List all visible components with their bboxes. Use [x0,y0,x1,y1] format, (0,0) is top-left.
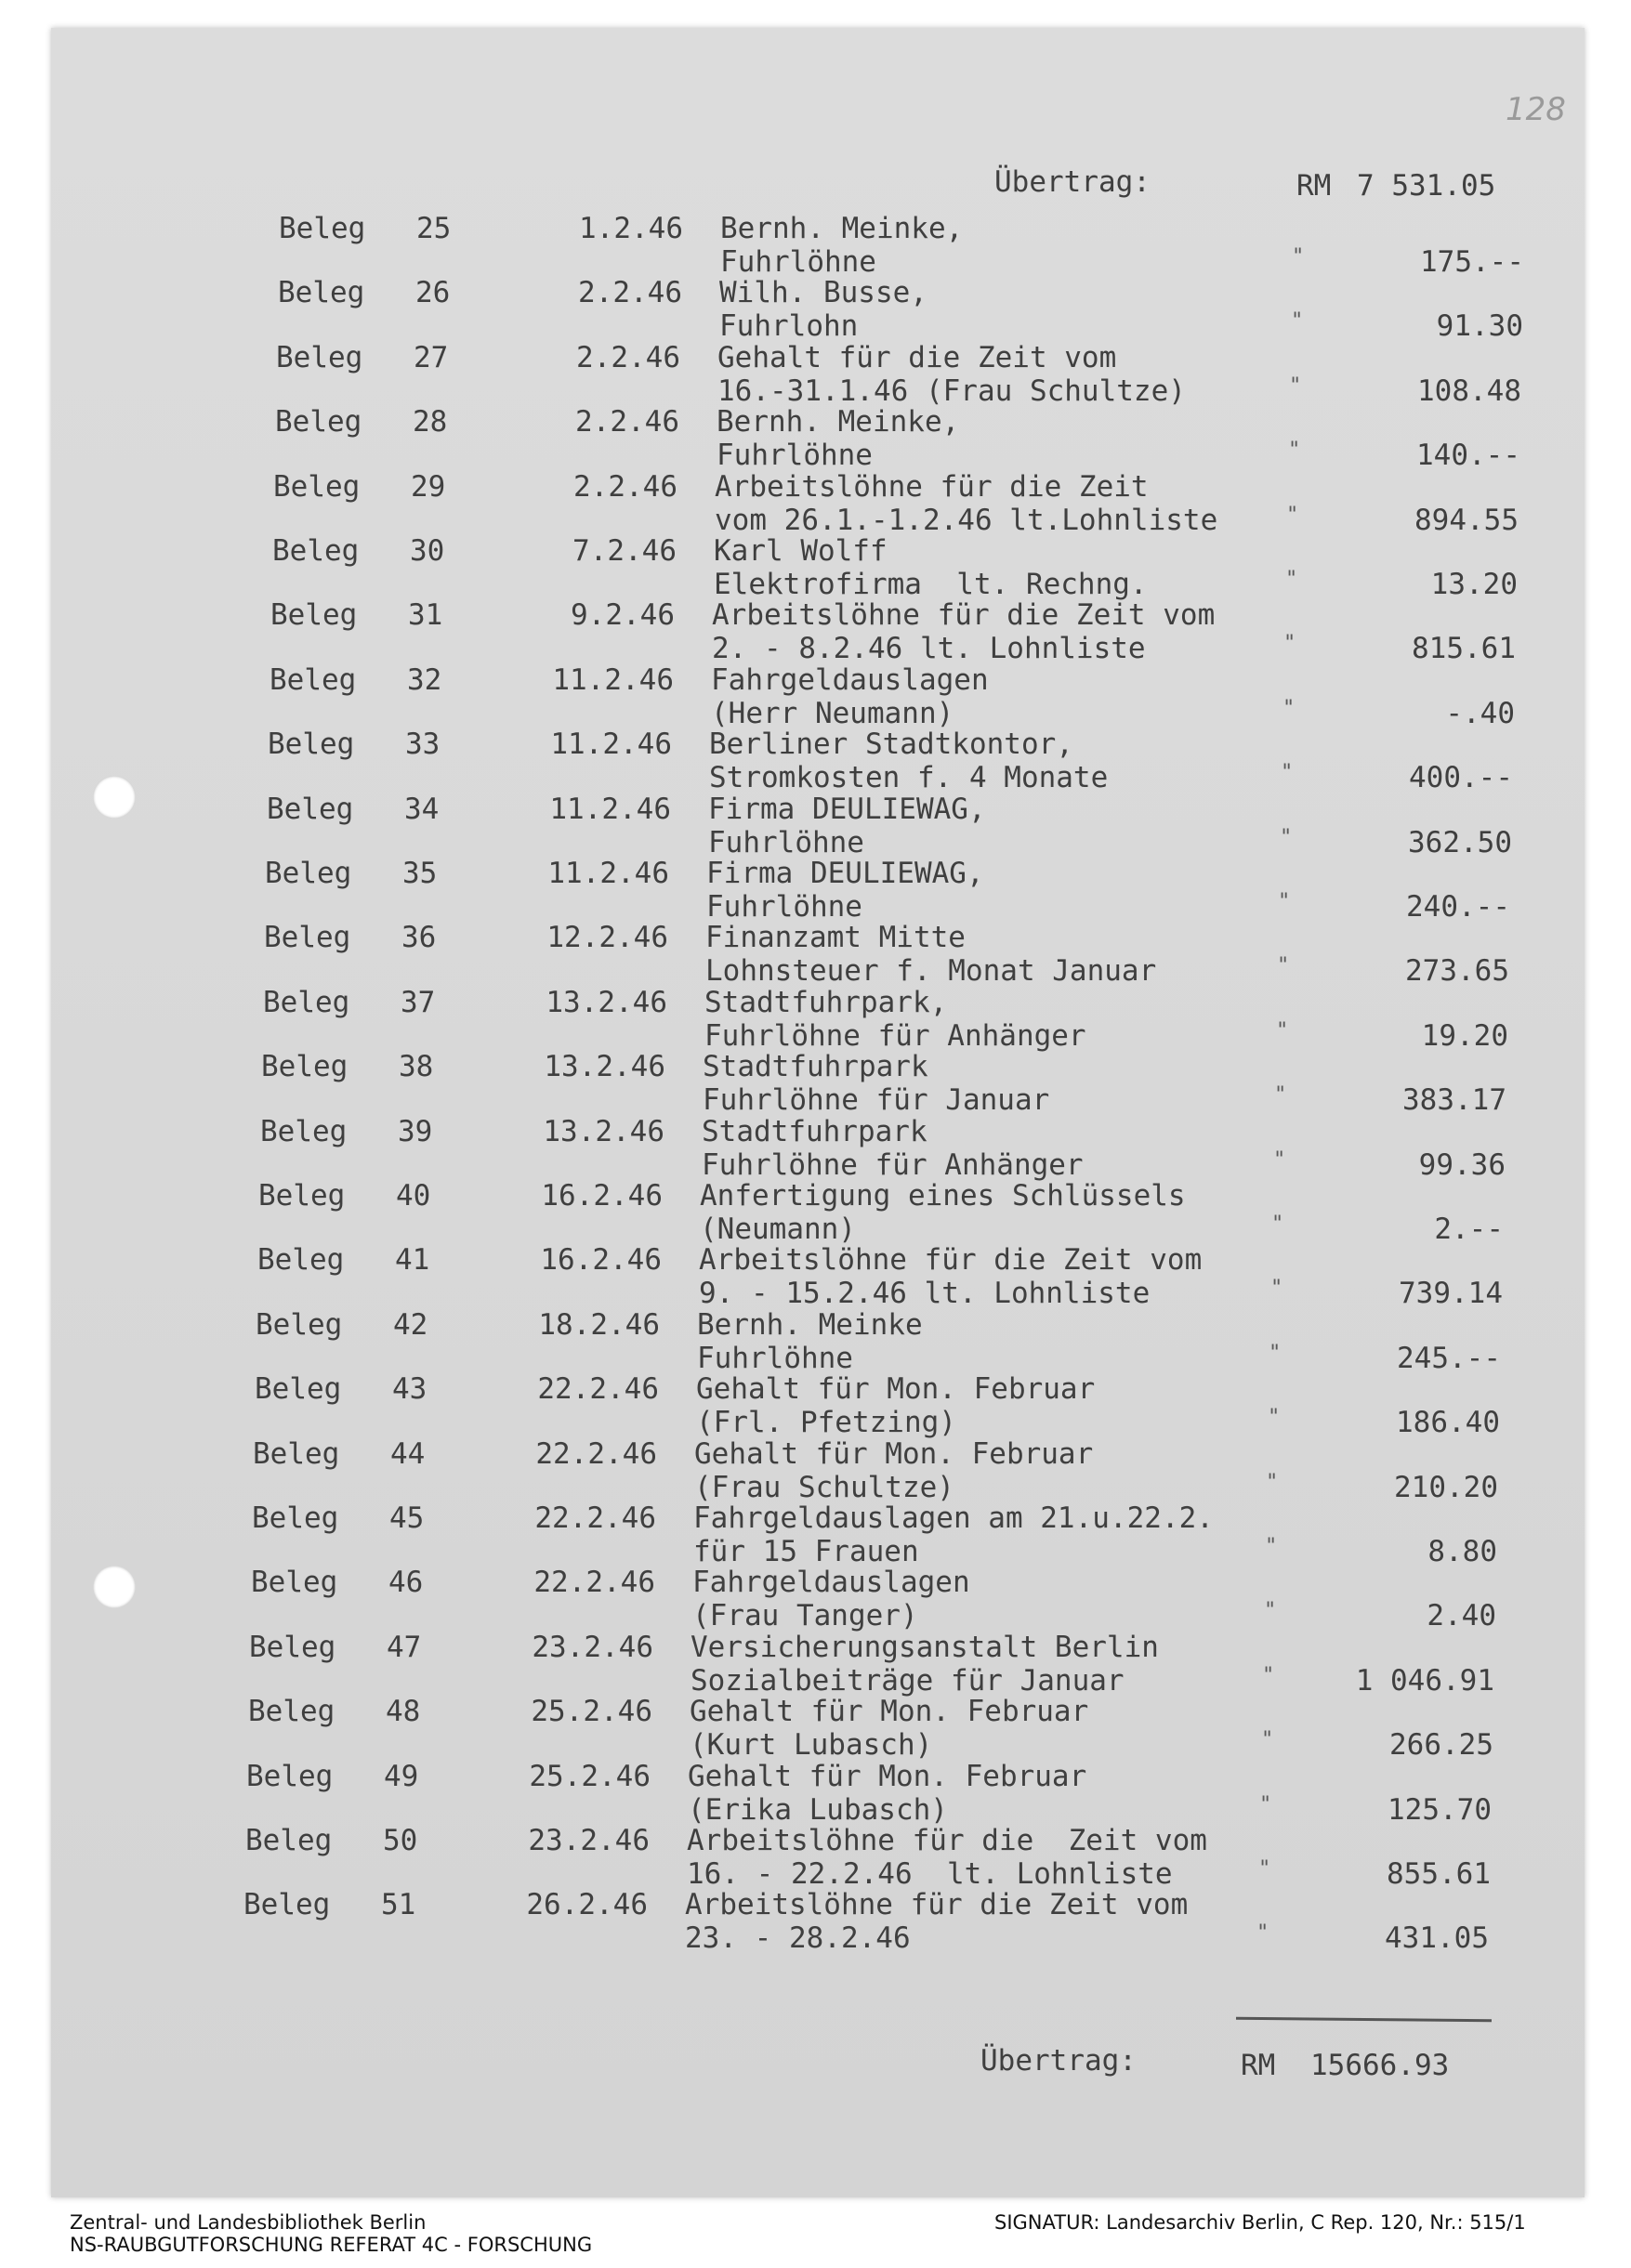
entry-label: Beleg [263,985,350,1019]
entry-number: 35 [402,857,438,890]
entry-number: 32 [407,662,442,697]
ledger-row [260,1115,1524,1182]
entry-label: Beleg [246,1759,334,1793]
entry-date: 7.2.46 [572,534,677,568]
entry-description-line1: Gehalt für Mon. Februar [690,1695,1089,1729]
entry-date: 2.2.46 [573,469,677,504]
page-number: 128 [1506,91,1566,128]
ledger-row [252,1501,1516,1568]
entry-label: Beleg [251,1566,338,1600]
entry-description-line2: Fuhrlöhne [717,439,873,473]
entry-description-line2: Elektrofirma lt. Rechng. [714,568,1148,601]
entry-label: Beleg [279,212,366,245]
entry-number: 45 [389,1501,425,1535]
entry-amount: 266.25 [1389,1728,1493,1763]
entry-date: 13.2.46 [546,985,667,1019]
ledger-row [246,1760,1510,1827]
entry-number: 48 [386,1695,421,1729]
entry-description-line2: Fuhrlöhne [708,825,864,859]
entry-date: 1.2.46 [579,212,683,245]
entry-date: 23.2.46 [528,1824,650,1857]
entry-amount: 273.65 [1405,954,1509,989]
entry-number: 50 [383,1824,418,1857]
entry-description-line1: Gehalt für die Zeit vom [717,340,1117,374]
ledger-row [263,986,1527,1053]
entry-number: 39 [398,1114,433,1148]
entry-description-line1: Bernh. Meinke, [720,212,964,245]
entry-label: Beleg [267,792,354,826]
entry-label: Beleg [264,921,351,955]
ledger-row [258,1179,1522,1246]
entry-amount: 2.-- [1434,1213,1504,1246]
entry-number: 42 [393,1307,428,1342]
entry-description-line1: Arbeitslöhne für die Zeit vom [685,1888,1189,1922]
entry-date: 11.2.46 [547,857,669,890]
entry-description-line2: (Frau Schultze) [694,1470,954,1504]
entry-amount: 2.40 [1427,1599,1496,1633]
entry-amount: 739.14 [1399,1277,1503,1311]
ditto-mark: " [1278,890,1291,913]
entry-description-line2: (Frl. Pfetzing) [696,1406,956,1440]
entry-date: 13.2.46 [543,1114,664,1148]
entry-date: 18.2.46 [538,1307,660,1342]
entry-amount: 210.20 [1394,1470,1498,1504]
entry-amount: 240.-- [1406,890,1510,924]
entry-amount: 175.-- [1420,245,1524,279]
ditto-mark: " [1265,1535,1278,1558]
ditto-mark: " [1291,309,1304,334]
entry-label: Beleg [268,728,355,762]
entry-label: Beleg [243,1888,331,1922]
entry-label: Beleg [249,1630,336,1664]
entry-description-line2: Fuhrlöhne für Anhänger [702,1147,1084,1182]
entry-amount: 815.61 [1412,632,1516,666]
entry-label: Beleg [272,534,360,568]
ditto-mark: " [1280,825,1293,849]
entry-description-line1: Arbeitslöhne für die Zeit vom [699,1243,1203,1278]
ledger-entries [51,28,1585,2197]
ditto-mark: " [1282,696,1296,720]
entry-label: Beleg [260,1114,348,1148]
entry-amount: 362.50 [1408,825,1512,859]
entry-number: 28 [413,405,448,439]
ditto-mark: " [1276,1018,1289,1042]
entry-description-line2: Fuhrlohn [719,309,859,344]
ledger-row [245,1824,1509,1891]
ledger-row [243,1888,1507,1955]
entry-date: 2.2.46 [575,405,679,439]
entry-number: 41 [395,1243,430,1278]
entry-date: 13.2.46 [544,1050,665,1084]
entry-date: 2.2.46 [578,276,682,310]
entry-amount: 431.05 [1385,1921,1489,1956]
entry-date: 25.2.46 [531,1695,652,1729]
entry-number: 46 [388,1566,424,1600]
entry-description-line1: Arbeitslöhne für die Zeit vom [687,1824,1207,1857]
ditto-mark: " [1288,439,1301,463]
entry-date: 16.2.46 [540,1243,662,1278]
entry-number: 47 [387,1630,422,1664]
entry-description-line2: (Neumann) [700,1213,856,1246]
ledger-row [272,534,1536,601]
entry-date: 26.2.46 [526,1888,648,1922]
entry-number: 36 [401,921,437,955]
entry-amount: 108.48 [1417,374,1521,408]
entry-amount: 894.55 [1414,503,1519,537]
entry-date: 25.2.46 [529,1759,651,1793]
ditto-mark: " [1274,1083,1287,1108]
ledger-row [275,405,1539,472]
entry-number: 30 [410,534,445,568]
ditto-mark: " [1289,374,1302,398]
entry-amount: -.40 [1445,696,1515,730]
ditto-mark: " [1285,568,1298,591]
entry-label: Beleg [270,598,358,633]
entry-amount: 245.-- [1397,1341,1501,1375]
ditto-mark: " [1264,1599,1277,1623]
entry-description-line2: Fuhrlöhne [697,1341,853,1375]
entry-label: Beleg [258,1179,346,1213]
entry-date: 16.2.46 [541,1179,663,1213]
entry-description-line2: Lohnsteuer f. Monat Januar [705,954,1157,989]
entry-amount: 91.30 [1436,309,1523,344]
ledger-row [248,1695,1512,1762]
entry-description-line2: Fuhrlöhne [720,245,876,279]
entry-number: 49 [384,1759,419,1793]
entry-description-line1: Fahrgeldauslagen [711,662,989,697]
ledger-row [249,1631,1513,1698]
entry-description-line1: Gehalt für Mon. Februar [694,1436,1094,1471]
entry-description-line2: (Herr Neumann) [711,696,954,730]
entry-amount: 13.20 [1430,568,1518,601]
ditto-mark: " [1286,503,1299,527]
entry-description-line2: für 15 Frauen [693,1535,919,1568]
ledger-row [279,212,1543,279]
entry-amount: 99.36 [1418,1147,1506,1182]
entry-description-line2: Fuhrlöhne für Januar [703,1083,1050,1118]
entry-number: 33 [405,728,441,762]
entry-description-line1: Firma DEULIEWAG, [708,792,986,826]
entry-label: Beleg [248,1695,335,1729]
entry-label: Beleg [278,276,365,310]
entry-label: Beleg [245,1824,333,1857]
entry-number: 31 [408,598,443,633]
document-page [51,28,1585,2197]
entry-amount: 383.17 [1402,1083,1506,1118]
ledger-row [256,1308,1519,1375]
entry-description-line2: vom 26.1.-1.2.46 lt.Lohnliste [715,503,1218,537]
entry-label: Beleg [276,340,363,374]
ditto-mark: " [1268,1406,1281,1430]
ditto-mark: " [1292,245,1305,269]
entry-description-line1: Arbeitslöhne für die Zeit vom [712,598,1216,633]
entry-date: 11.2.46 [552,662,674,697]
entry-description-line1: Berliner Stadtkontor, [709,728,1073,762]
entry-description-line2: (Kurt Lubasch) [690,1728,933,1763]
entry-number: 44 [390,1436,426,1471]
entry-label: Beleg [252,1501,339,1535]
ledger-row [270,598,1534,665]
ditto-mark: " [1277,954,1290,978]
entry-description-line1: Arbeitslöhne für die Zeit [715,469,1149,504]
entry-amount: 855.61 [1387,1857,1491,1891]
entry-date: 11.2.46 [549,792,671,826]
archive-signature: SIGNATUR: Landesarchiv Berlin, C Rep. 120, Nr.: 515/1 [994,2211,1526,2234]
total-amount: 15666.93 [1310,2049,1450,2082]
entry-description-line1: Finanzamt Mitte [705,921,966,955]
entry-description-line2: Fuhrlöhne für Anhänger [704,1018,1086,1053]
entry-description-line2: Stromkosten f. 4 Monate [709,761,1109,795]
entry-description-line1: Bernh. Meinke [697,1307,923,1342]
entry-date: 22.2.46 [533,1566,655,1600]
ledger-row [276,341,1540,408]
entry-number: 38 [399,1050,434,1084]
ledger-row [270,663,1533,730]
entry-label: Beleg [270,662,357,697]
entry-date: 22.2.46 [537,1372,659,1407]
entry-label: Beleg [253,1436,340,1471]
entry-amount: 186.40 [1396,1406,1500,1440]
ditto-mark: " [1262,1663,1275,1687]
entry-label: Beleg [265,857,352,890]
entry-description-line2: Sozialbeiträge für Januar [691,1663,1125,1698]
ledger-row [257,1243,1521,1310]
ledger-row [268,728,1532,794]
entry-description-line2: 2. - 8.2.46 lt. Lohnliste [712,632,1146,666]
entry-description-line1: Gehalt für Mon. Februar [688,1759,1087,1793]
entry-amount: 140.-- [1416,439,1520,473]
entry-number: 43 [392,1372,427,1407]
entry-label: Beleg [255,1372,342,1407]
entry-description-line1: Gehalt für Mon. Februar [696,1372,1096,1407]
entry-label: Beleg [261,1050,349,1084]
entry-label: Beleg [273,469,361,504]
ledger-row [261,1050,1525,1117]
entry-number: 37 [401,985,436,1019]
ledger-row [255,1372,1519,1439]
entry-amount: 400.-- [1409,761,1513,795]
entry-description-line1: Karl Wolff [714,534,888,568]
entry-description-line2: (Erika Lubasch) [688,1792,948,1827]
archive-department: NS-RAUBGUTFORSCHUNG REFERAT 4C - FORSCHUNG [70,2234,593,2256]
ditto-mark: " [1271,1213,1284,1236]
ledger-row [251,1566,1515,1632]
carry-over-amount: 7 531.05 [1357,169,1496,203]
archive-name: Zentral- und Landesbibliothek Berlin [70,2211,427,2234]
entry-amount: 19.20 [1421,1018,1508,1053]
entry-description-line1: Anfertigung eines Schlüssels [700,1179,1186,1213]
entry-description-line2: 16.-31.1.46 (Frau Schultze) [717,374,1186,408]
entry-number: 25 [416,212,452,245]
entry-description-line2: 23. - 28.2.46 [685,1921,911,1956]
ditto-mark: " [1270,1277,1283,1301]
entry-number: 34 [404,792,440,826]
ditto-mark: " [1281,761,1294,785]
entry-date: 2.2.46 [576,340,680,374]
total-currency: RM [1241,2049,1276,2082]
ditto-mark: " [1256,1921,1269,1946]
entry-description-line1: Fahrgeldauslagen [692,1566,970,1600]
entry-amount: 8.80 [1427,1535,1497,1568]
entry-amount: 1 046.91 [1355,1663,1494,1698]
entry-number: 40 [396,1179,431,1213]
ditto-mark: " [1273,1147,1286,1172]
entry-description-line1: Stadtfuhrpark [703,1050,928,1084]
entry-label: Beleg [257,1243,345,1278]
entry-description-line2: (Frau Tanger) [692,1599,918,1633]
entry-number: 51 [381,1888,416,1922]
entry-number: 26 [415,276,451,310]
entry-date: 22.2.46 [534,1501,656,1535]
entry-description-line1: Bernh. Meinke, [717,405,960,439]
entry-description-line1: Wilh. Busse, [719,276,927,310]
entry-date: 12.2.46 [546,921,668,955]
entry-number: 27 [414,340,449,374]
entry-description-line2: 16. - 22.2.46 lt. Lohnliste [687,1857,1173,1891]
total-label: Übertrag: [980,2044,1137,2078]
entry-date: 23.2.46 [532,1630,653,1664]
ditto-mark: " [1261,1728,1274,1752]
ditto-mark: " [1283,632,1296,656]
entry-description-line1: Stadtfuhrpark [702,1114,927,1148]
ledger-row [265,857,1529,924]
entry-description-line1: Firma DEULIEWAG, [706,857,984,890]
ledger-row [273,470,1537,537]
entry-label: Beleg [256,1307,343,1342]
ledger-row [264,921,1528,988]
ditto-mark: " [1259,1792,1272,1816]
entry-description-line1: Versicherungsanstalt Berlin [691,1630,1159,1664]
entry-description-line1: Fahrgeldauslagen am 21.u.22.2. [693,1501,1214,1535]
ditto-mark: " [1266,1470,1279,1494]
entry-number: 29 [411,469,446,504]
entry-description-line2: Fuhrlöhne [706,890,862,924]
entry-amount: 125.70 [1388,1792,1492,1827]
entry-date: 9.2.46 [571,598,675,633]
entry-date: 11.2.46 [550,728,672,762]
entry-description-line2: 9. - 15.2.46 lt. Lohnliste [699,1277,1151,1311]
ledger-row [253,1437,1517,1504]
ledger-row [278,276,1542,343]
ditto-mark: " [1269,1341,1282,1365]
entry-label: Beleg [275,405,362,439]
ditto-mark: " [1258,1857,1271,1881]
carry-over-currency: RM [1296,169,1332,203]
entry-description-line1: Stadtfuhrpark, [704,985,948,1019]
ledger-row [267,793,1531,859]
entry-date: 22.2.46 [535,1436,657,1471]
carry-over-label: Übertrag: [994,165,1151,199]
